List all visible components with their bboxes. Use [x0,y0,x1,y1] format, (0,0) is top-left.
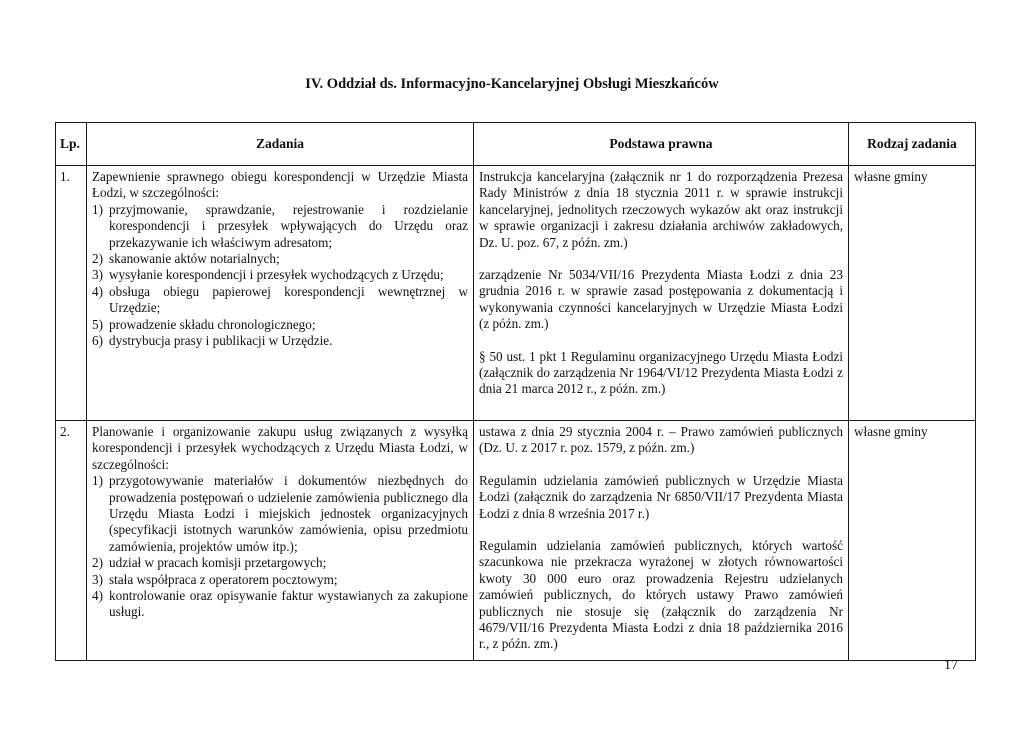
list-item: 2) skanowanie aktów notarialnych; [92,251,280,267]
list-item: 3) wysyłanie korespondencji i przesyłek wychodzących z Urzędu; [92,267,444,283]
header-rodzaj: Rodzaj zadania [849,123,976,166]
list-item: 1) przyjmowanie, sprawdzanie, rejestrowanie i rozdzielanie korespondencji i przesyłek wpływających do Urzędu oraz przekazywanie ich właściwym adresatom; [92,201,468,250]
legal-basis-item: Instrukcja kancelaryjna (załącznik nr 1 do rozporządzenia Prezesa Rady Ministrów z dnia 18 stycznia 2011 r. w sprawie instrukcji kancelaryjnej, jednolitych rzeczowych wykazów akt oraz instrukcji w sprawie organizacji i zakresu działania archiwów zakładowych, Dz. U. poz. 67, z późn. zm.) [479,169,843,250]
table-row [56,166,976,421]
legal-basis-item: § 50 ust. 1 pkt 1 Regulaminu organizacyjnego Urzędu Miasta Łodzi (załącznik do zarządzenia Nr 1964/VI/12 Prezydenta Miasta Łodzi z dnia 21 marca 2012 r., z późn. zm.) [479,348,843,397]
legal-basis-item: Regulamin udzielania zamówień publicznych, których wartość szacunkowa nie przekracza wyrażonej w złotych równowartości kwoty 30 000 euro oraz prowadzenia Rejestru udzielanych zamówień publicznych, do których ustawy Prawo zamówień publicznych nie stosuje się (załącznik do zarządzenia Nr 4679/VII/16 Prezydenta Miasta Łodzi z dnia 18 października 2016 r., z późn. zm.) [479,538,843,652]
header-lp: Lp. [56,123,87,166]
row-number: 1. [56,166,87,421]
task-intro: Planowanie i organizowanie zakupu usług związanych z wysyłką korespondencji i przesyłek wychodzących z Urzędu Miasta Łodzi, w szczególności: [92,424,468,472]
legal-basis-item: ustawa z dnia 29 stycznia 2004 r. – Prawo zamówień publicznych (Dz. U. z 2017 r. poz. 1579, z późn. zm.) [479,424,843,456]
legal-basis-item: zarządzenie Nr 5034/VII/16 Prezydenta Miasta Łodzi z dnia 23 grudnia 2016 r. w sprawie zasad postępowania z dokumentacją i wykonywania czynności kancelaryjnych w Urzędzie Miasta Łodzi (z późn. zm.) [479,267,843,332]
task-cell [87,421,474,661]
legal-basis-cell [474,421,849,661]
row-number: 2. [56,421,87,661]
task-type-cell: własne gminy [849,421,976,661]
list-item: 6) dystrybucja prasy i publikacji w Urzędzie. [92,333,333,349]
table-header-row [56,123,976,166]
table-row [56,421,976,661]
tasks-table [55,122,976,661]
list-item: 1) przygotowywanie materiałów i dokumentów niezbędnych do prowadzenia postępowań o udzielenie zamówienia publicznego dla Urzędu Miasta Łodzi i miejskich jednostek organizacyjnych (specyfikacji istotnych warunków zamówienia, opisu przedmiotu zamówienia, projektów umów itp.); [92,473,468,554]
task-type-cell: własne gminy [849,166,976,421]
legal-basis-cell [474,166,849,421]
page-title: IV. Oddział ds. Informacyjno-Kancelaryjnej Obsługi Mieszkańców [305,76,719,92]
page-number: 17 [944,658,958,673]
header-podstawa: Podstawa prawna [474,123,849,166]
list-item: 3) stała współpraca z operatorem pocztowym; [92,571,338,587]
list-item: 2) udział w pracach komisji przetargowych; [92,555,327,571]
task-list [92,473,468,621]
task-cell [87,166,474,421]
legal-basis-item: Regulamin udzielania zamówień publicznych w Urzędzie Miasta Łodzi (załącznik do zarządzenia Nr 6850/VII/17 Prezydenta Miasta Łodzi z dnia 8 września 2017 r.) [479,472,843,521]
list-item: 5) prowadzenie składu chronologicznego; [92,316,316,332]
list-item: 4) kontrolowanie oraz opisywanie faktur wystawianych za zakupione usługi. [92,588,468,620]
task-list [92,202,468,350]
list-item: 4) obsługa obiegu papierowej korespondencji wewnętrznej w Urzędzie; [92,283,468,316]
task-intro: Zapewnienie sprawnego obiegu korespondencji w Urzędzie Miasta Łodzi, w szczególności: [92,169,468,201]
header-zadania: Zadania [87,123,474,166]
